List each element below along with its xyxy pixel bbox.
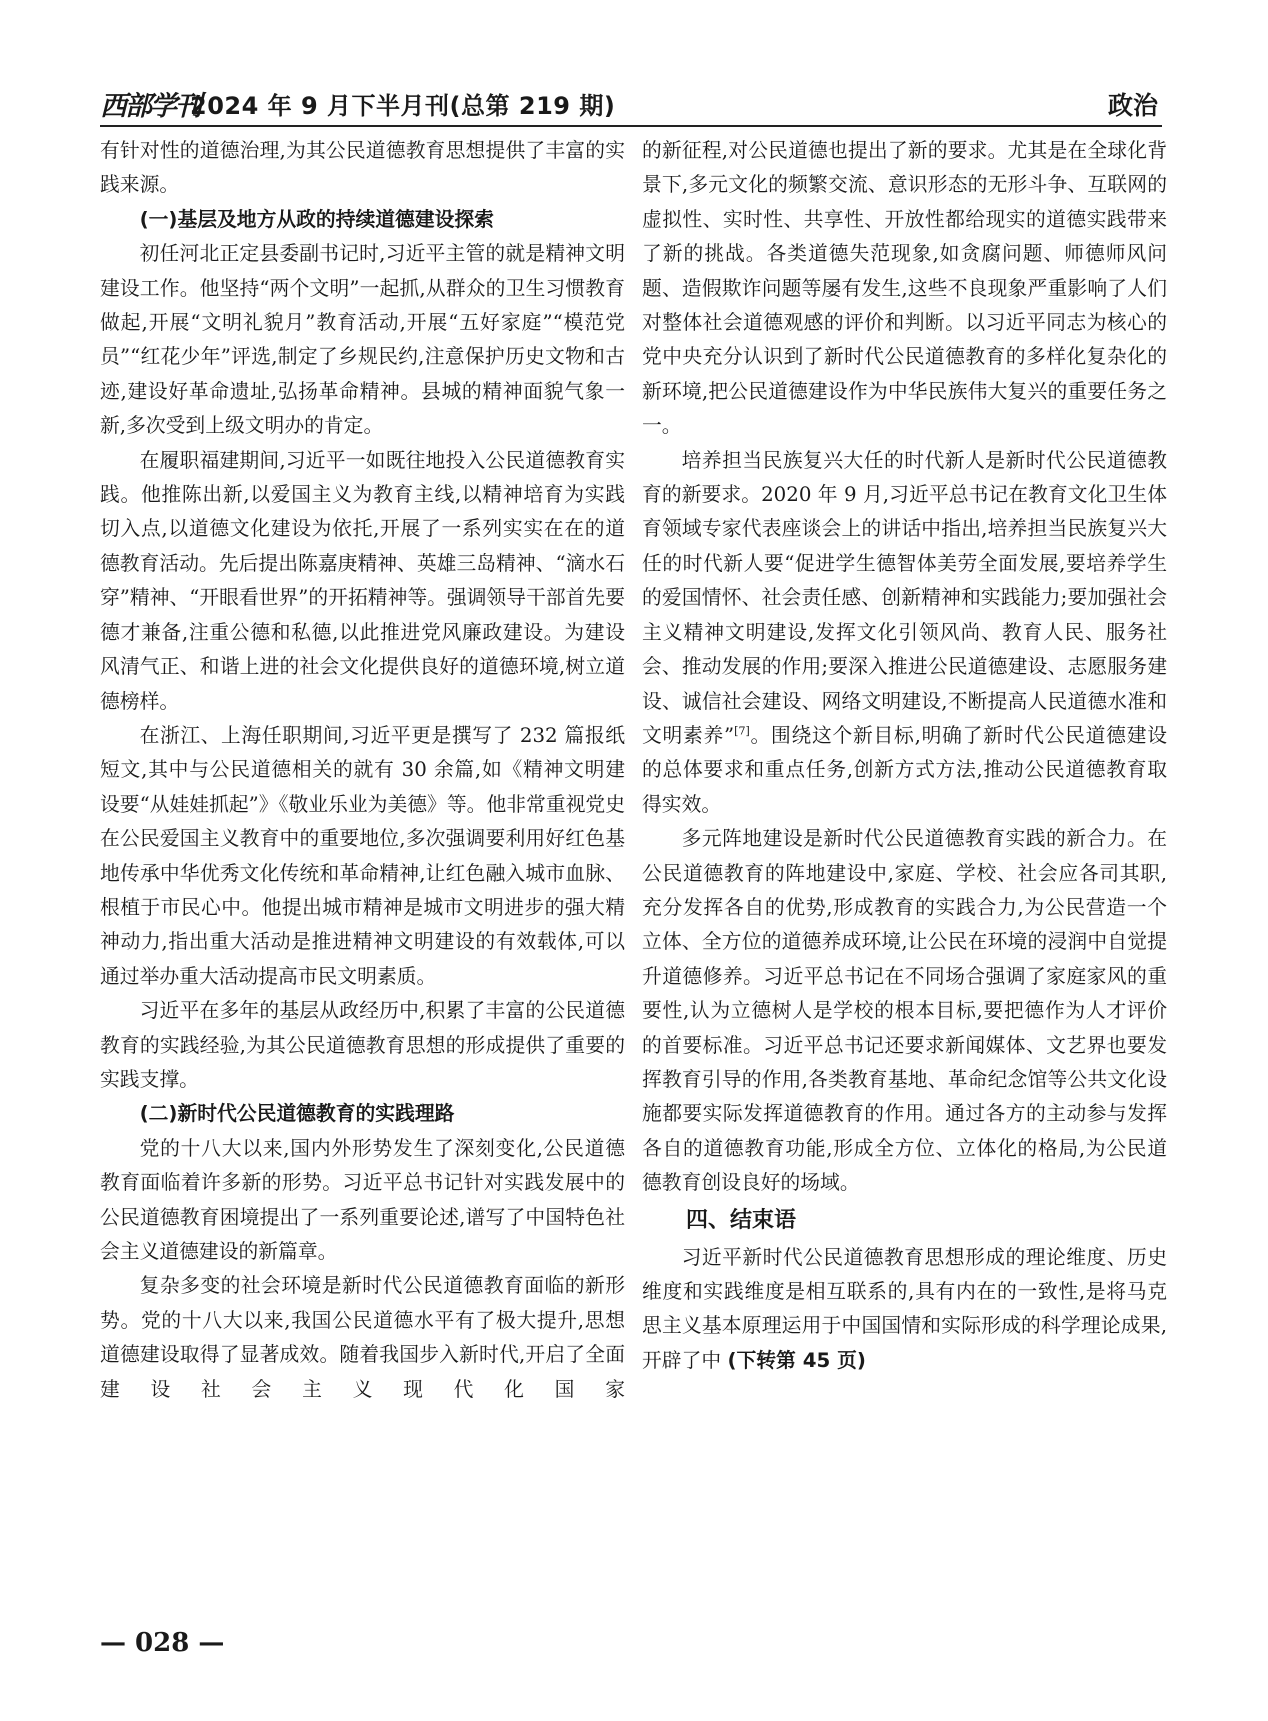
paragraph: 在履职福建期间,习近平一如既往地投入公民道德教育实践。他推陈出新,以爱国主义为教育主线,以精神培育为实践切入点,以道德文化建设为依托,开展了一系列实实在在的道德教育活动。先后提出陈嘉庚精神、英雄三岛精神、“滴水石穿”精神、“开眼看世界”的开拓精神等。强调领导干部首先要德才兼备,注重公德和私德,以此推进党风廉政建设。为建设风清气正、和谐上进的社会文化提供良好的道德环境,树立道德榜样。 [100, 448, 625, 713]
paragraph-text: 。围绕这个新目标,明确了新时代公民道德建设的总体要求和重点任务,创新方式方法,推动公民道德教育取得实效。 [642, 723, 1167, 816]
paragraph: 党的十八大以来,国内外形势发生了深刻变化,公民道德教育面临着许多新的形势。习近平总书记针对实践发展中的公民道德教育困境提出了一系列重要论述,谱写了中国特色社会主义道德建设的新篇章。 [100, 1136, 625, 1263]
paragraph: 的新征程,对公民道德也提出了新的要求。尤其是在全球化背景下,多元文化的频繁交流、意识形态的无形斗争、互联网的虚拟性、实时性、共享性、开放性都给现实的道德实践带来了新的挑战。各类道德失范现象,如贪腐问题、师德师风问题、造假欺诈问题等屡有发生,这些不良现象严重影响了人们对整体社会道德观感的评价和判断。以习近平同志为核心的党中央充分认识到了新时代公民道德教育的多样化复杂化的新环境,把公民道德建设作为中华民族伟大复兴的重要任务之一。 [642, 139, 1167, 438]
left-column [100, 134, 625, 1407]
section-label: 政治 [1107, 91, 1158, 120]
paragraph: 有针对性的道德治理,为其公民道德教育思想提供了丰富的实践来源。 [100, 139, 625, 197]
chapter-heading: 四、结束语 [686, 1207, 797, 1233]
header-rule [100, 125, 1162, 127]
paragraph-text: 习近平新时代公民道德教育思想形成的理论维度、历史维度和实践维度是相互联系的,具有内在的一致性,是将马克思主义基本原理运用于中国国情和实际形成的科学理论成果,开辟了中 [642, 1245, 1167, 1372]
paragraph [642, 1241, 1167, 1379]
citation-ref: [7] [734, 724, 750, 738]
paragraph: 习近平在多年的基层从政经历中,积累了丰富的公民道德教育的实践经验,为其公民道德教育思想的形成提供了重要的实践支撑。 [100, 999, 625, 1091]
issue-info: 2024 年 9 月下半月刊(总第 219 期) [190, 92, 616, 120]
page-number: — 028 — [100, 1628, 225, 1658]
paragraph: 初任河北正定县委副书记时,习近平主管的就是精神文明建设工作。他坚持“两个文明”一起抓,从群众的卫生习惯教育做起,开展“文明礼貌月”教育活动,开展“五好家庭”“模范党员”“红花少年”评选,制定了乡规民约,注意保护历史文物和古迹,建设好革命遗址,弘扬革命精神。县城的精神面貌气象一新,多次受到上级文明办的肯定。 [100, 242, 625, 438]
paragraph: 在浙江、上海任职期间,习近平更是撰写了 232 篇报纸短文,其中与公民道德相关的就有 30 余篇,如《精神文明建设要“从娃娃抓起”》《敬业乐业为美德》等。他非常重视党史在公民爱国主义教育中的重要地位,多次强调要利用好红色基地传承中华优秀文化传统和革命精神,让红色融入城市血脉、根植于市民心中。他提出城市精神是城市文明进步的强大精神动力,指出重大活动是推进精神文明建设的有效载体,可以通过举办重大活动提高市民文明素质。 [100, 723, 625, 988]
journal-logo: 西部学刊 [100, 91, 200, 122]
paragraph [642, 444, 1167, 822]
continued-note: (下转第 45 页) [727, 1348, 866, 1372]
paragraph: 多元阵地建设是新时代公民道德教育实践的新合力。在公民道德教育的阵地建设中,家庭、学校、社会应各司其职,充分发挥各自的优势,形成教育的实践合力,为公民营造一个立体、全方位的道德养成环境,让公民在环境的浸润中自觉提升道德修养。习近平总书记在不同场合强调了家庭家风的重要性,认为立德树人是学校的根本目标,要把德作为人才评价的首要标准。习近平总书记还要求新闻媒体、文艺界也要发挥教育引导的作用,各类教育基地、革命纪念馆等公共文化设施都要实际发挥道德教育的作用。通过各方的主动参与发挥各自的道德教育功能,形成全方位、立体化的格局,为公民道德教育创设良好的场域。 [642, 827, 1167, 1195]
section-heading: (一)基层及地方从政的持续道德建设探索 [139, 207, 494, 231]
paragraph: 复杂多变的社会环境是新时代公民道德教育面临的新形势。党的十八大以来,我国公民道德水平有了极大提升,思想道德建设取得了显著成效。随着我国步入新时代,开启了全面建设社会主义现代化国家 [100, 1274, 625, 1401]
right-column [642, 134, 1167, 1378]
running-header [100, 80, 1162, 120]
section-heading: (二)新时代公民道德教育的实践理路 [139, 1102, 455, 1126]
paragraph-text: 培养担当民族复兴大任的时代新人是新时代公民道德教育的新要求。2020 年 9 月,习近平总书记在教育文化卫生体育领域专家代表座谈会上的讲话中指出,培养担当民族复兴大任的时代新人要“促进学生德智体美劳全面发展,要培养学生的爱国情怀、社会责任感、创新精神和实践能力;要加强社会主义精神文明建设,发挥文化引领风尚、教育人民、服务社会、推动发展的作用;要深入推进公民道德建设、志愿服务建设、诚信社会建设、网络文明建设,不断提高人民道德水准和文明素养” [642, 448, 1167, 747]
